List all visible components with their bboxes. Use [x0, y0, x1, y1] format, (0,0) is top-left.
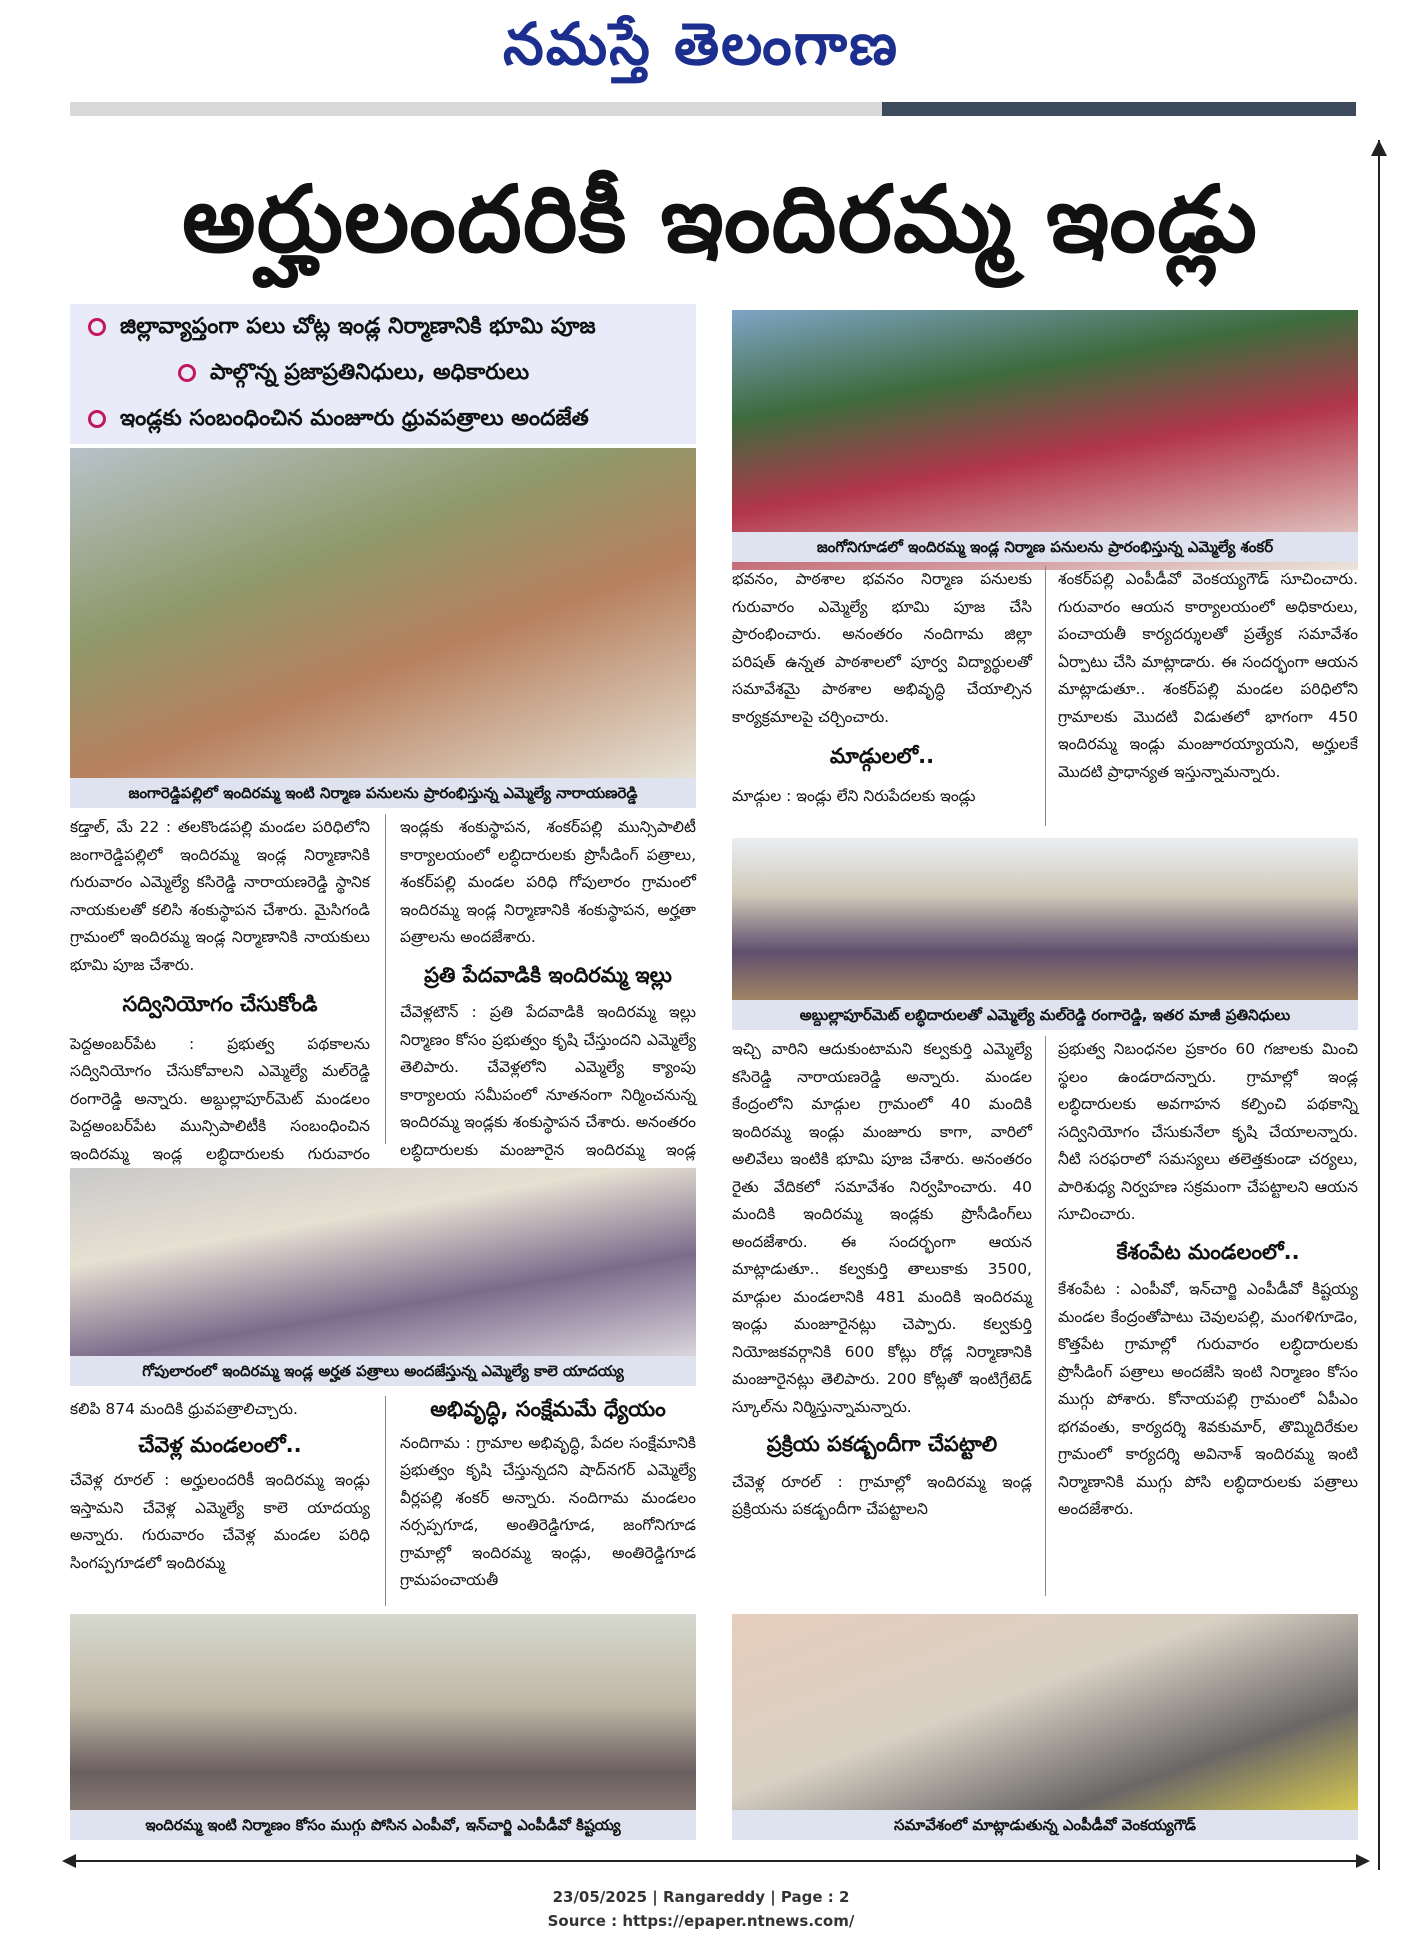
- header-rule-light: [70, 102, 882, 116]
- deck-item: జిల్లావ్యాప్తంగా పలు చోట్ల ఇండ్ల నిర్మాణానికి భూమి పూజ: [88, 314, 596, 344]
- article-text: శంకర్‌పల్లి ఎంపీడీవో వెంకయ్యగౌడ్ సూచించారు. గురువారం ఆయన కార్యాలయంలో అధికారులు, పంచాయతీ కార్యదర్శులతో ప్రత్యేక సమావేశం ఏర్పాటు చేసి మాట్లాడారు. ఈ సందర్భంగా ఆయన మాట్లాడుతూ.. శంకర్‌పల్లి మండల పరిధిలోని గ్రామాలకు మొదటి విడుతలో భాగంగా 450 ఇందిరమ్మ ఇండ్లు మంజూరయ్యాయని, అర్హులకే మొదటి ప్రాధాన్యత ఇస్తున్నామన్నారు.: [1058, 570, 1358, 781]
- article-text: కడ్తాల్, మే 22 : తలకొండపల్లి మండల పరిధిలోని జంగారెడ్డిపల్లిలో ఇందిరమ్మ ఇండ్ల నిర్మాణానికి గురువారం ఎమ్మెల్యే కసిరెడ్డి నారాయణరెడ్డి స్థానిక నాయకులతో కలిసి శంకుస్థాపన చేశారు. మైసిగండి గ్రామంలో ఇందిరమ్మ ఇండ్ల నిర్మాణానికి నాయకులు భూమి పూజ చేశారు.: [70, 818, 370, 974]
- article-column: [732, 566, 1032, 810]
- footer-date-edition: 23/05/2025 | Rangareddy | Page : 2: [552, 1888, 850, 1906]
- photo-keshampet: [70, 1614, 696, 1840]
- subheading: చేవెళ్ల మండలంలో..: [138, 1432, 302, 1457]
- article-text: ఇచ్చి వారిని ఆదుకుంటామని కల్వకుర్తి ఎమ్మెల్యే కసిరెడ్డి నారాయణరెడ్డి అన్నారు. మండల కేంద్రంలోని మాడ్గుల గ్రామంలో 40 మందికి ఇందిరమ్మ ఇండ్లు మంజూరు కాగా, వారిలో అలివేలు ఇంటికి భూమి పూజ చేశారు. అనంతరం రైతు వేదికలో సమావేశం నిర్వహించారు. 40 మందికి ఇందిరమ్మ ఇండ్లకు ప్రొసీడింగ్‌లు అందజేశారు. ఈ సందర్భంగా ఆయన మాట్లాడుతూ.. కల్వకుర్తి తాలుకాకు 3500, మాడ్గుల మండలానికి 481 మందికి ఇందిరమ్మ ఇండ్లు మంజూరైనట్లు చెప్పారు. కల్వకుర్తి నియోజకవర్గానికి 600 కోట్లు రోడ్ల నిర్మాణానికి మంజూరైనట్లు తెలిపారు. 200 కోట్లతో ఇంటిగ్రేటెడ్ స్కూల్‌ను నిర్మిస్తున్నామన్నారు.: [732, 1040, 1032, 1416]
- subheading: ప్రక్రియ పకడ్బందీగా చేపట్టాలి: [766, 1432, 998, 1456]
- article-text: కలిపి 874 మందికి ధ్రువపత్రాలిచ్చారు.: [70, 1400, 298, 1418]
- column-divider: [385, 1396, 386, 1606]
- deck-item: పాల్గొన్న ప్రజాప్రతినిధులు, అధికారులు: [178, 360, 529, 390]
- masthead-logo: నమస్తే తెలంగాణ: [503, 10, 899, 78]
- bullet-icon: [178, 364, 196, 382]
- caption-photo2: జంగోనిగూడలో ఇందిరమ్మ ఇండ్ల నిర్మాణ పనులను ప్రారంభిస్తున్న ఎమ్మెల్యే శంకర్: [732, 532, 1358, 562]
- caption-photo1: జంగారెడ్డిపల్లిలో ఇందిరమ్మ ఇంటి నిర్మాణ పనులను ప్రారంభిస్తున్న ఎమ్మెల్యే నారాయణరెడ్డి: [70, 778, 696, 808]
- page-arrow-horizontal: [70, 1860, 1360, 1862]
- header-rule-dark: [882, 102, 1356, 116]
- subheading: మాడ్గులలో..: [829, 744, 935, 768]
- subheading: సద్వినియోగం చేసుకోండి: [122, 992, 318, 1016]
- headline: అర్హులందరికీ ఇందిరమ్మ ఇండ్లు: [182, 166, 1258, 273]
- bullet-icon: [88, 318, 106, 336]
- article-text: భవనం, పాఠశాల భవనం నిర్మాణ పనులకు గురువారం ఎమ్మెల్యే భూమి పూజ చేసి ప్రారంభించారు. అనంతరం నందిగామ జిల్లా పరిషత్ ఉన్నత పాఠశాలలో పూర్వ విద్యార్థులతో సమావేశమై పాఠశాల అభివృద్ధి చేయాల్సిన కార్యక్రమాలపై చర్చించారు.: [732, 570, 1032, 726]
- photo-gopularam: [70, 1168, 696, 1384]
- article-text: చేవెళ్ల రూరల్ : అర్హులందరికీ ఇందిరమ్మ ఇండ్లు ఇస్తామని చేవెళ్ల ఎమ్మెల్యే కాలె యాదయ్య అన్నారు. గురువారం చేవెళ్ల మండల పరిధి సింగప్పగూడలో ఇందిరమ్మ: [70, 1471, 370, 1572]
- caption-photo3: అబ్దుల్లాపూర్‌మెట్ లబ్ధిదారులతో ఎమ్మెల్యే మల్‌రెడ్డి రంగారెడ్డి, ఇతర మాజీ ప్రతినిధులు: [732, 1000, 1358, 1030]
- subheading: ప్రతి పేదవాడికి ఇందిరమ్మ ఇల్లు: [424, 962, 672, 987]
- article-text: చేవెళ్లటౌన్ : ప్రతి పేదవాడికి ఇందిరమ్మ ఇల్లు నిర్మాణం కోసం ప్రభుత్వం కృషి చేస్తుందని ఎమ్మెల్యే తెలిపారు. చేవెళ్లలోని ఎమ్మెల్యే క్యాంపు కార్యాలయ సమీపంలో నూతనంగా నిర్మించనున్న ఇందిరమ్మ ఇండ్లకు శంకుస్థాపన చేశారు. అనంతరం లబ్ధిదారులకు మంజూరైన ఇందిరమ్మ ఇండ్ల: [400, 1003, 696, 1159]
- deck-box: [70, 304, 696, 444]
- subheading: కేశంపేట మండలంలో..: [1116, 1239, 1300, 1264]
- article-text: మాడ్గుల : ఇండ్లు లేని నిరుపేదలకు ఇండ్లు: [732, 786, 976, 805]
- column-divider: [1045, 1036, 1046, 1596]
- column-divider: [385, 814, 386, 1144]
- article-text: నందిగామ : గ్రామాల అభివృద్ధి, పేదల సంక్షేమానికి ప్రభుత్వం కృషి చేస్తున్నదని షాద్‌నగర్ ఎమ్మెల్యే వీర్లపల్లి శంకర్ అన్నారు. నందిగామ మండలం నర్సప్పగూడ, అంతిరెడ్డిగూడ, జంగోనిగూడ గ్రామాల్లో ఇందిరమ్మ ఇండ్లు, అంతిరెడ్డిగూడ గ్రామపంచాయతీ: [400, 1433, 696, 1589]
- article-column: [400, 708, 696, 1192]
- article-column: [732, 1036, 1032, 1524]
- page-arrow-right-icon: [1356, 1854, 1370, 1868]
- photo-jangonigudem: [732, 310, 1358, 570]
- article-column: [400, 1396, 696, 1595]
- article-column: [1058, 1036, 1358, 1524]
- caption-photo5: ఇందిరమ్మ ఇంటి నిర్మాణం కోసం ముగ్గు పోసిన ఎంపీవో, ఇన్‌చార్జి ఎంపీడీవో కిష్టయ్య: [70, 1810, 696, 1840]
- article-text: చేవెళ్ల రూరల్ : గ్రామాల్లో ఇందిరమ్మ ఇండ్ల ప్రక్రియను పకడ్బందీగా చేపట్టాలని: [732, 1472, 1032, 1518]
- article-text: ప్రభుత్వ నిబంధనల ప్రకారం 60 గజాలకు మించి స్థలం ఉండరాదన్నారు. గ్రామాల్లో ఇండ్ల లబ్ధిదారులకు అవగాహన కల్పించి పథకాన్ని సద్వినియోగం చేసుకునేలా కృషి చేయాలన్నారు. నీటి సరఫరాలో సమస్యలు తలెత్తకుండా చర్యలు, పారిశుధ్య నిర్వహణ సక్రమంగా చేపట్టాలని ఆయన సూచించారు.: [1058, 1040, 1358, 1223]
- caption-photo4: గోపులారంలో ఇందిరమ్మ ఇండ్ల అర్హత పత్రాలు అందజేస్తున్న ఎమ్మెల్యే కాలె యాదయ్య: [70, 1356, 696, 1386]
- article-text: ఇండ్లకు శంకుస్థాపన, శంకర్‌పల్లి మున్సిపాలిటీ కార్యాలయంలో లబ్ధిదారులకు ప్రొసీడింగ్ పత్రాలు, శంకర్‌పల్లి మండల పరిధి గోపులారం గ్రామంలో ఇందిరమ్మ ఇండ్ల నిర్మాణానికి శంకుస్థాపన, అర్హతా పత్రాలను అందజేశారు.: [400, 818, 696, 946]
- deck-item: ఇండ్లకు సంబంధించిన మంజూరు ధ్రువపత్రాలు అందజేత: [88, 406, 589, 436]
- article-column: [1058, 566, 1358, 786]
- page-arrow-vertical: [1378, 140, 1380, 1870]
- article-column: [70, 1396, 370, 1577]
- article-text: పెద్దఅంబర్‌పేట : ప్రభుత్వ పథకాలను సద్వినియోగం చేసుకోవాలని ఎమ్మెల్యే మల్‌రెడ్డి రంగారెడ్డి అన్నారు. అబ్దుల్లాపూర్‌మెట్ మండలం పెద్దఅంబర్‌పేట మున్సిపాలిటీకి సంబంధించిన ఇందిరమ్మ ఇండ్ల లబ్ధిదారులకు గురువారం: [70, 1034, 370, 1163]
- subheading: అభివృద్ధి, సంక్షేమమే ధ్యేయం: [430, 1397, 666, 1421]
- bullet-icon: [88, 410, 106, 428]
- footer-source-link[interactable]: Source : https://epaper.ntnews.com/: [547, 1912, 855, 1930]
- photo-mpdo-meeting: [732, 1614, 1358, 1840]
- caption-photo6: సమావేశంలో మాట్లాడుతున్న ఎంపీడీవో వెంకయ్యగౌడ్: [732, 1810, 1358, 1840]
- article-column: [70, 814, 370, 1223]
- column-divider: [1045, 566, 1046, 826]
- article-text: కేశంపేట : ఎంపీవో, ఇన్‌చార్జి ఎంపీడీవో కిష్టయ్య మండల కేంద్రంతోపాటు చెవులపల్లి, మంగళిగూడెం, కొత్తపేట గ్రామాల్లో గురువారం లబ్ధిదారులకు ప్రొసీడింగ్ పత్రాలు అందజేసి ఇంటి నిర్మాణం కోసం ముగ్గు పోశారు. కోనాయపల్లి గ్రామంలో ఏపీఎం భగవంతు, కార్యదర్శి శివకుమార్, తొమ్మిదిరేకుల గ్రామంలో కార్యదర్శి అవినాశ్ ఇందిరమ్మ ఇంటి నిర్మాణానికి ముగ్గు పోసి లబ్ధిదారులకు పత్రాలు అందజేశారు.: [1058, 1280, 1358, 1518]
